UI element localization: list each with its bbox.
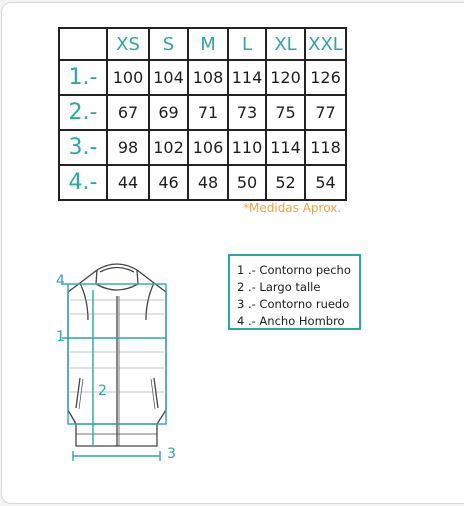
measure-cell: 110	[228, 130, 266, 165]
measure-cell: 73	[228, 95, 266, 130]
measure-cell: 114	[266, 130, 305, 165]
size-header: L	[228, 28, 266, 60]
measure-cell: 104	[149, 60, 188, 95]
row-label: 4.-	[59, 165, 107, 200]
row-label: 1.-	[59, 60, 107, 95]
measure-4-label: 4	[56, 273, 65, 289]
measure-cell: 75	[266, 95, 305, 130]
measure-cell: 114	[228, 60, 266, 95]
measure-cell: 71	[188, 95, 228, 130]
measure-cell: 106	[188, 130, 228, 165]
measure-cell: 52	[266, 165, 305, 200]
measure-cell: 118	[305, 130, 346, 165]
measure-cell: 44	[107, 165, 149, 200]
measure-cell: 67	[107, 95, 149, 130]
measure-cell: 126	[305, 60, 346, 95]
legend-item: 1 .- Contorno pecho	[237, 263, 351, 277]
measure-2-label: 2	[98, 383, 107, 399]
measure-1-label: 1	[56, 329, 65, 345]
size-header: XS	[107, 28, 149, 60]
measure-cell: 46	[149, 165, 188, 200]
legend-item: 2 .- Largo talle	[237, 280, 321, 294]
measure-3-label: 3	[167, 446, 176, 462]
measure-cell: 102	[149, 130, 188, 165]
measure-cell: 120	[266, 60, 305, 95]
measure-cell: 54	[305, 165, 346, 200]
measure-cell: 98	[107, 130, 149, 165]
measure-cell: 69	[149, 95, 188, 130]
legend-item: 3 .- Contorno ruedo	[237, 297, 350, 311]
size-header: S	[149, 28, 188, 60]
measure-cell: 100	[107, 60, 149, 95]
measure-cell: 77	[305, 95, 346, 130]
measurement-lines	[62, 284, 166, 461]
row-label: 2.-	[59, 95, 107, 130]
measure-cell: 50	[228, 165, 266, 200]
measure-cell: 108	[188, 60, 228, 95]
vest-outline	[68, 264, 166, 446]
size-header: M	[188, 28, 228, 60]
row-label: 3.-	[59, 130, 107, 165]
approx-note: *Medidas Aprox.	[243, 201, 342, 215]
measure-cell: 48	[188, 165, 228, 200]
size-header: XXL	[305, 28, 346, 60]
size-header: XL	[266, 28, 305, 60]
legend-item: 4 .- Ancho Hombro	[237, 314, 345, 328]
